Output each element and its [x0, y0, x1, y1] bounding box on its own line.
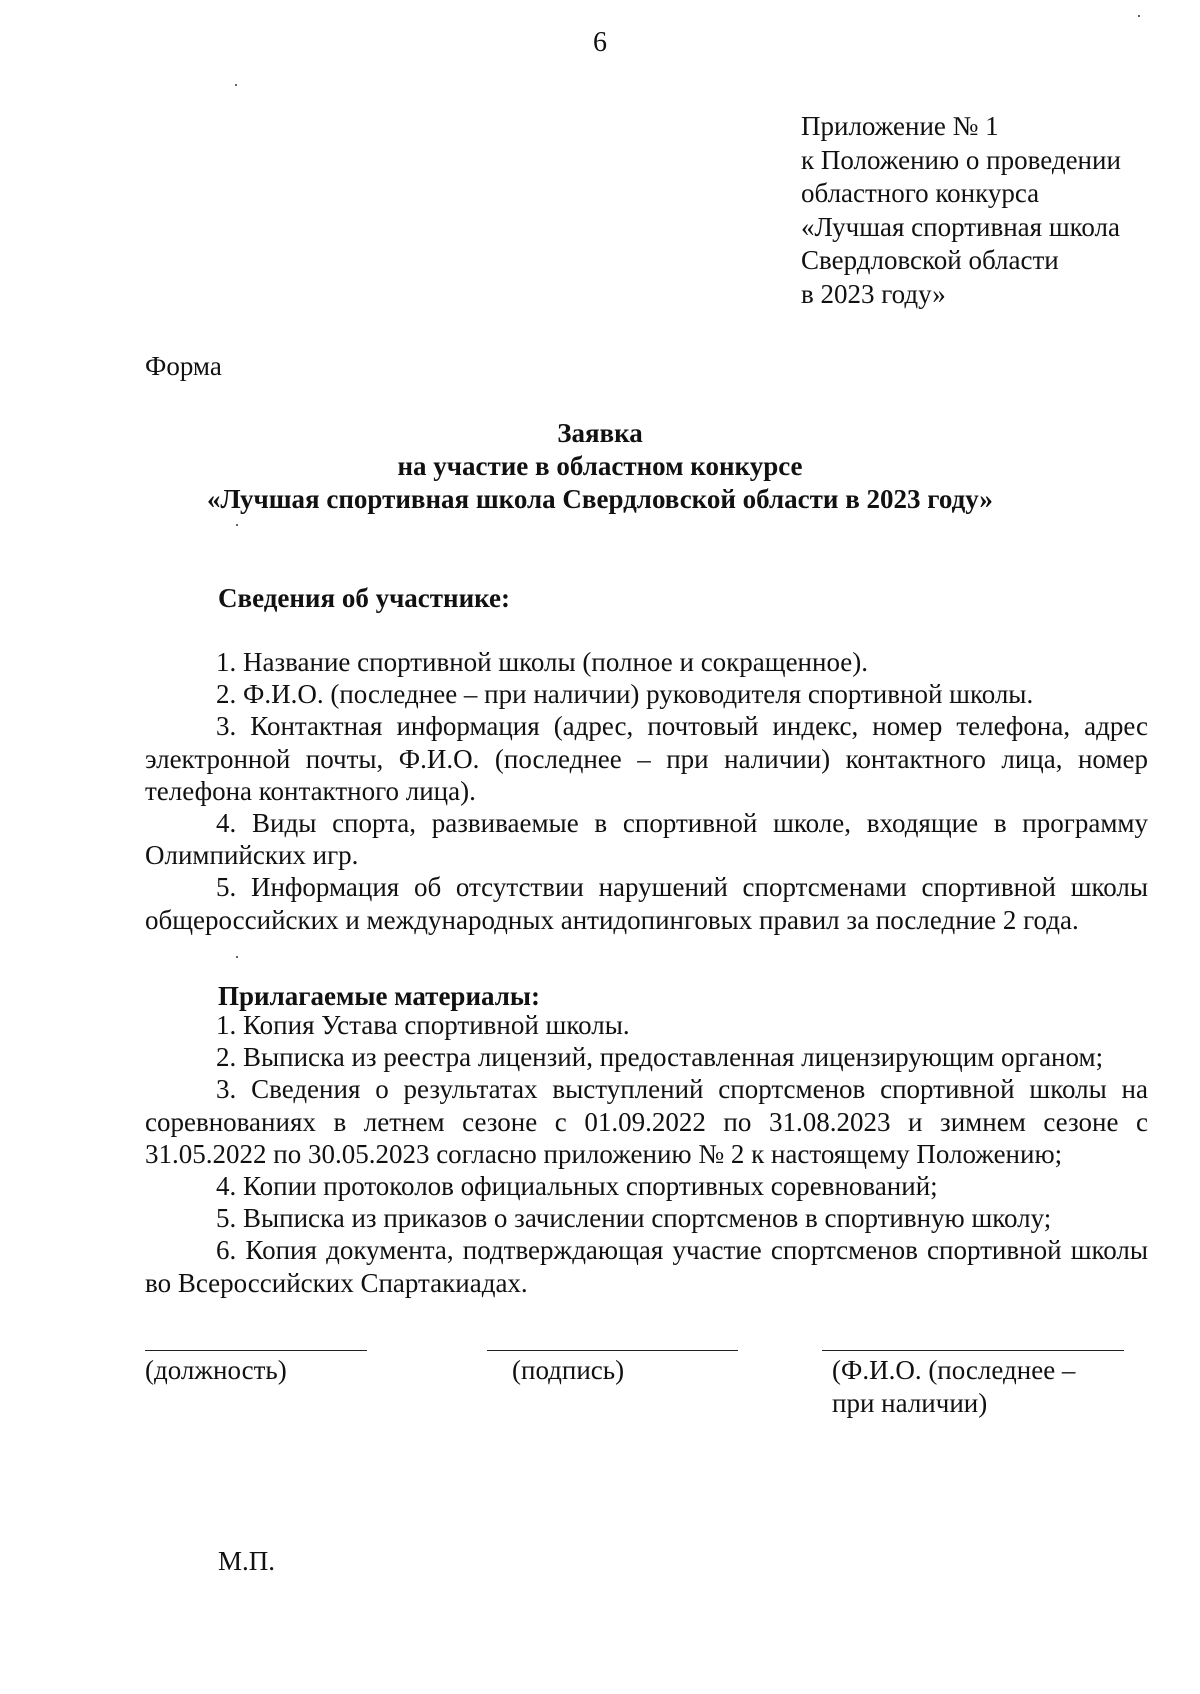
name-caption	[832, 1354, 1075, 1420]
signature-caption: (подпись)	[512, 1355, 625, 1385]
attached-materials-heading: Прилагаемые материалы:	[218, 981, 540, 1011]
position-caption: (должность)	[145, 1355, 287, 1385]
scan-speck	[1138, 15, 1140, 17]
list-item: 5. Выписка из приказов о зачислении спортсменов в спортивную школу;	[216, 1203, 1052, 1234]
name-caption-line: (Ф.И.О. (последнее –	[832, 1355, 1076, 1385]
scan-speck	[236, 956, 238, 958]
page-number: 6	[593, 27, 607, 58]
title-line-contest-name: «Лучшая спортивная школа Свердловской области в 2023 году»	[207, 484, 993, 514]
title-line-application: Заявка	[557, 418, 643, 448]
list-item: 1. Название спортивной школы (полное и сокращенное).	[216, 647, 869, 677]
name-caption-line: при наличии)	[832, 1388, 988, 1418]
list-item: 4. Копии протоколов официальных спортивных соревнований;	[216, 1171, 938, 1202]
list-item: 2. Выписка из реестра лицензий, предоставленная лицензирующим органом;	[216, 1042, 1104, 1073]
stamp-placeholder: М.П.	[218, 1546, 276, 1576]
appendix-line: Свердловской области	[801, 245, 1059, 275]
form-label: Форма	[145, 351, 222, 381]
participant-info-list	[145, 646, 1148, 936]
appendix-line: «Лучшая спортивная школа	[801, 211, 1120, 242]
list-item: 4. Виды спорта, развиваемые в спортивной школе, входящие в программу Олимпийских игр.	[145, 808, 1148, 871]
appendix-line: областного конкурса	[801, 178, 1040, 208]
document-title	[0, 417, 1200, 516]
list-item: 5. Информация об отсутствии нарушений спортсменами спортивной школы общероссийских и международных антидопинговых правил за последние 2 года.	[145, 872, 1148, 935]
list-item: 3. Сведения о результатах выступлений спортсменов спортивной школы на соревнованиях в летнем сезоне с 01.09.2022 по 31.08.2023 и зимнем сезоне с 31.05.2022 по 30.05.2023 согласно приложению № 2 к настоящему Положению;	[145, 1074, 1148, 1169]
attached-materials-list	[145, 1009, 1148, 1299]
list-item: 6. Копия документа, подтверждающая участие спортсменов спортивной школы во Всероссийских Спартакиадах.	[145, 1235, 1148, 1298]
position-signature-line	[145, 1350, 367, 1351]
title-line-participation: на участие в областном конкурсе	[397, 451, 803, 481]
signature-line	[487, 1350, 738, 1351]
participant-info-heading: Сведения об участнике:	[218, 583, 511, 613]
appendix-line: в 2023 году»	[801, 278, 946, 309]
appendix-reference	[801, 110, 1181, 311]
list-item: 3. Контактная информация (адрес, почтовый индекс, номер телефона, адрес электронной почты, Ф.И.О. (последнее – при наличии) контактного лица, номер телефона контактного лица).	[145, 711, 1148, 806]
list-item: 2. Ф.И.О. (последнее – при наличии) руководителя спортивной школы.	[216, 679, 1034, 710]
scan-speck	[235, 84, 237, 86]
list-item: 1. Копия Устава спортивной школы.	[216, 1010, 630, 1040]
appendix-line: Приложение № 1	[801, 111, 999, 141]
name-signature-line	[822, 1350, 1124, 1351]
scan-speck	[236, 524, 238, 526]
appendix-line: к Положению о проведении	[801, 144, 1121, 175]
